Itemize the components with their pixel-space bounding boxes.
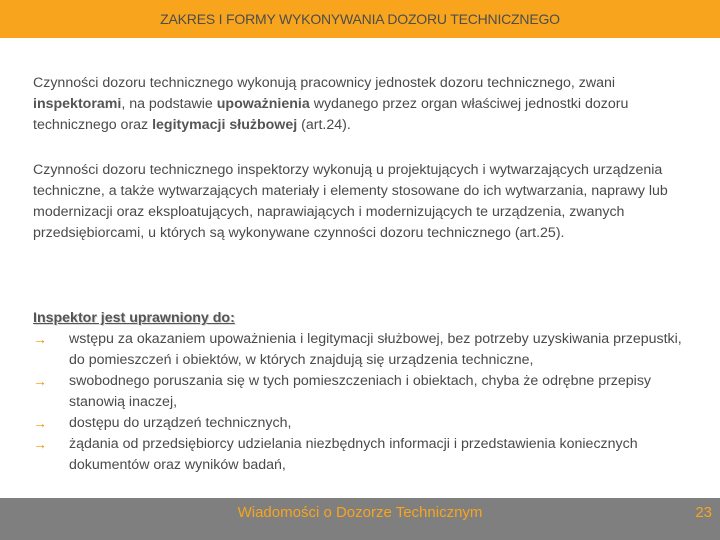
paragraph-inspectors bbox=[33, 73, 693, 136]
arrow-right-icon: → bbox=[33, 331, 47, 347]
paragraph-text: , na podstawie bbox=[121, 96, 217, 112]
paragraph-text: wydanego przez organ właściwej jednostki dozoru technicznego oraz bbox=[33, 96, 629, 133]
bold-term: upoważnienia bbox=[216, 96, 310, 112]
arrow-right-icon: → bbox=[33, 415, 47, 431]
rights-heading: Inspektor jest uprawniony do: bbox=[33, 310, 235, 326]
footer-title: Wiadomości o Dozorze Technicznym bbox=[237, 504, 483, 521]
page-number: 23 bbox=[695, 504, 712, 521]
list-item bbox=[33, 434, 693, 476]
list-item-text: swobodnego poruszania się w tych pomieszczeniach i obiektach, chyba że odrębne przepisy stanowią inaczej, bbox=[69, 373, 652, 410]
list-item bbox=[33, 413, 693, 434]
bold-term: inspektorami bbox=[33, 96, 122, 112]
list-item-text: dostępu do urządzeń technicznych, bbox=[69, 415, 292, 431]
paragraph-text: (art.24). bbox=[297, 117, 351, 133]
paragraph-text: Czynności dozoru technicznego wykonują pracownicy jednostek dozoru technicznego, zwani bbox=[33, 75, 616, 91]
arrow-right-icon: → bbox=[33, 436, 47, 452]
list-item-text: wstępu za okazaniem upoważnienia i legitymacji służbowej, bez potrzeby uzyskiwania przepustki, do pomieszczeń i obiektów, w których znajdują się urządzenia techniczne, bbox=[69, 331, 682, 368]
list-item bbox=[33, 329, 693, 371]
slide-header bbox=[0, 0, 720, 38]
list-item-text: żądania od przedsiębiorcy udzielania niezbędnych informacji i przedstawienia koniecznych dokumentów oraz wyników badań, bbox=[69, 436, 638, 473]
rights-list bbox=[33, 308, 693, 476]
paragraph-entrepreneurs: Czynności dozoru technicznego inspektorzy wykonują u projektujących i wytwarzających urządzenia techniczne, a także wytwarzających materiały i elementy stosowane do ich wytwarzania, naprawy lub modernizacji oraz eksploatujących, naprawiających i modernizujących te urządzenia, zwanych przedsiębiorcami, u których są wykonywane czynności dozoru technicznego (art.25). bbox=[33, 162, 668, 241]
list-item bbox=[33, 371, 693, 413]
slide-footer bbox=[0, 498, 720, 540]
arrow-right-icon: → bbox=[33, 373, 47, 389]
bold-term: legitymacji służbowej bbox=[152, 117, 298, 133]
slide-title: ZAKRES I FORMY WYKONYWANIA DOZORU TECHNICZNEGO bbox=[160, 11, 560, 27]
